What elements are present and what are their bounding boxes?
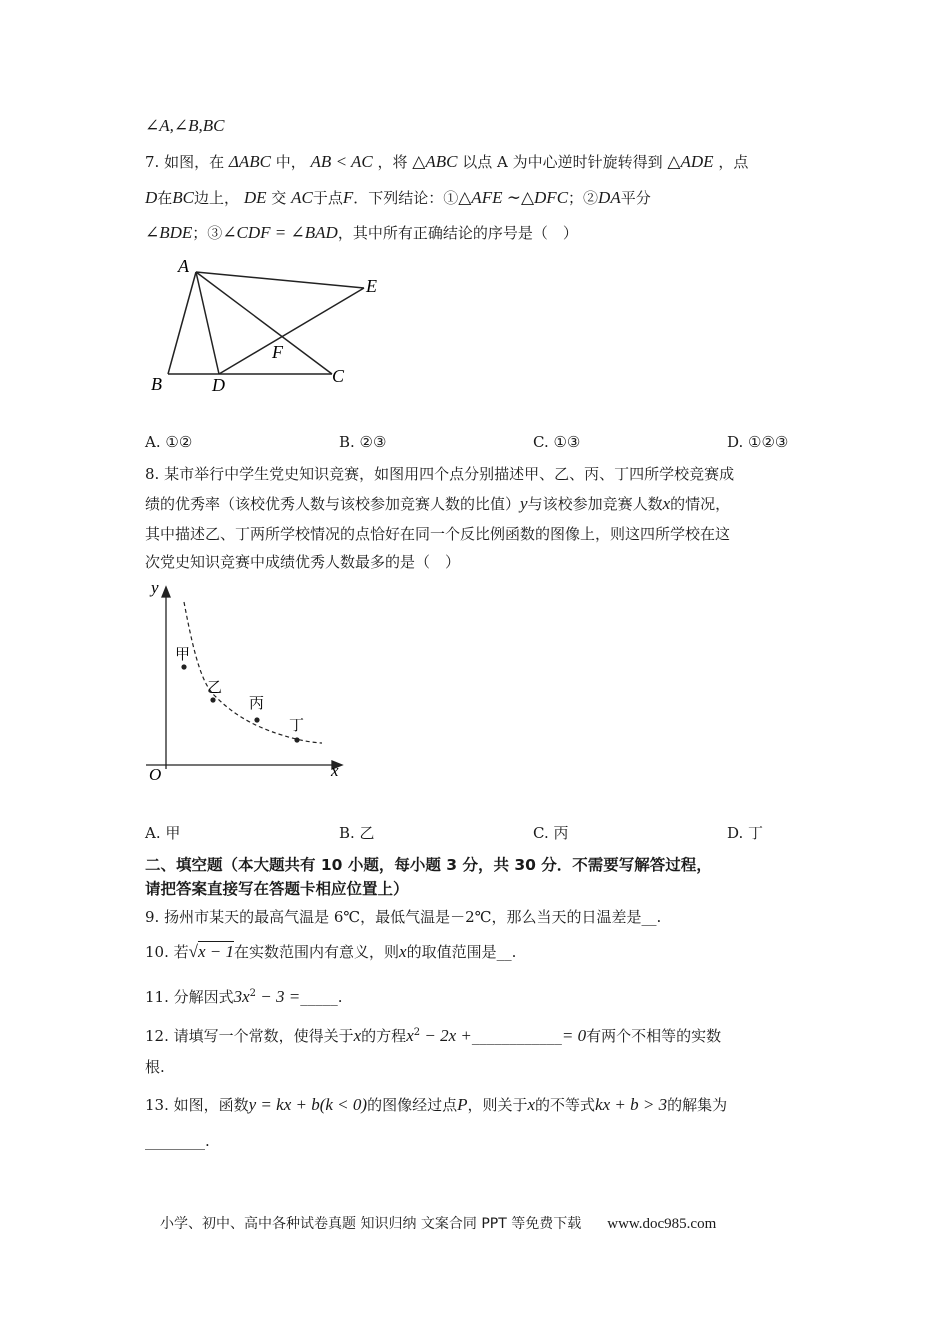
q12-line-1: 12. 请填写一个常数，使得关于x的方程$x^2 - 2x$ +____________= 0有两个不相等的实数	[145, 1026, 722, 1045]
label-a: A	[178, 256, 189, 276]
point-yi	[210, 697, 215, 702]
q7-choice-c: C. ①③	[533, 433, 581, 451]
segment-ac	[196, 272, 332, 374]
q8-line-4: 次党史知识竞赛中成绩优秀人数最多的是（ ）	[145, 553, 461, 571]
point-jia	[181, 664, 186, 669]
label-f: F	[272, 342, 283, 362]
label-bing: 丙	[249, 694, 265, 712]
q7-line-1: 7. 如图，在 ΔABC 中， AB < AC ，将 △ABC 以点 A 为中心逆时针旋转得到 △ADE ，点	[145, 152, 749, 171]
q13-line-1: 13. 如图，函数y = kx + b(k < 0)的图像经过点P，则关于x的不等式kx + b > 3的解集为	[145, 1095, 728, 1114]
y-axis-arrow	[162, 587, 170, 597]
label-jia: 甲	[175, 645, 191, 663]
section-2-heading-line-1: 二、填空题（本大题共有 10 小题，每小题 3 分，共 30 分．不需要写解答过程，	[145, 856, 712, 874]
q7-choice-b: B. ②③	[339, 433, 387, 451]
label-e: E	[366, 276, 377, 296]
label-origin: O	[149, 765, 162, 784]
segment-ae	[196, 272, 364, 288]
q8-choice-d: D. 丁	[727, 824, 764, 842]
footer-text: 小学、初中、高中各种试卷真题 知识归纳 文案合同 PPT 等免费下载	[160, 1216, 582, 1232]
point-bing	[254, 717, 259, 722]
label-b: B	[151, 374, 162, 394]
label-ding: 丁	[289, 716, 305, 734]
q10-line: 10. 若√x − 1在实数范围内有意义，则x的取值范围是__.	[145, 942, 517, 961]
q8-choice-a: A. 甲	[145, 824, 181, 842]
q11-line: 11. 分解因式$3x^2 - 3$ =_____.	[145, 987, 343, 1006]
q6-tail: ∠A,∠B,BC	[145, 116, 225, 135]
q13-line-2: ________.	[145, 1132, 210, 1150]
page-footer	[160, 1213, 716, 1233]
footer-url[interactable]: www.doc985.com	[607, 1216, 717, 1232]
q8-line-1: 8. 某市举行中学生党史知识竞赛，如图用四个点分别描述甲、乙、丙、丁四所学校竞赛成	[145, 465, 735, 483]
q9-line: 9. 扬州市某天的最高气温是 6℃，最低气温是－2℃，那么当天的日温差是__.	[145, 908, 662, 926]
segment-ab	[168, 272, 196, 374]
q8-choice-c: C. 丙	[533, 824, 569, 842]
q7-line-3: ∠BDE；③∠CDF = ∠BAD，其中所有正确结论的序号是（ ）	[145, 223, 578, 242]
point-ding	[294, 737, 299, 742]
q12-line-2: 根.	[145, 1058, 165, 1076]
label-yi: 乙	[207, 678, 223, 696]
q8-inverse-function-figure	[140, 575, 360, 790]
q8-line-3: 其中描述乙、丁两所学校情况的点恰好在同一个反比例函数的图像上，则这四所学校在这	[145, 525, 731, 543]
q8-choice-b: B. 乙	[339, 824, 375, 842]
q7-line-2: D在BC边上， DE 交 AC于点F．下列结论：①△AFE ∼△DFC；②DA平分	[145, 188, 651, 207]
section-2-heading-line-2: 请把答案直接写在答题卡相应位置上）	[145, 880, 409, 898]
segment-de	[219, 288, 364, 374]
q7-choice-d: D. ①②③	[727, 433, 789, 451]
label-c: C	[332, 366, 345, 386]
q7-triangle-figure	[140, 250, 400, 400]
label-y: y	[151, 578, 159, 597]
label-x: x	[331, 761, 339, 780]
q8-line-2: 绩的优秀率（该校优秀人数与该校参加竞赛人数的比值）y与该校参加竞赛人数x的情况，	[145, 494, 731, 513]
label-d: D	[212, 375, 225, 395]
q7-choice-a: A. ①②	[145, 433, 193, 451]
